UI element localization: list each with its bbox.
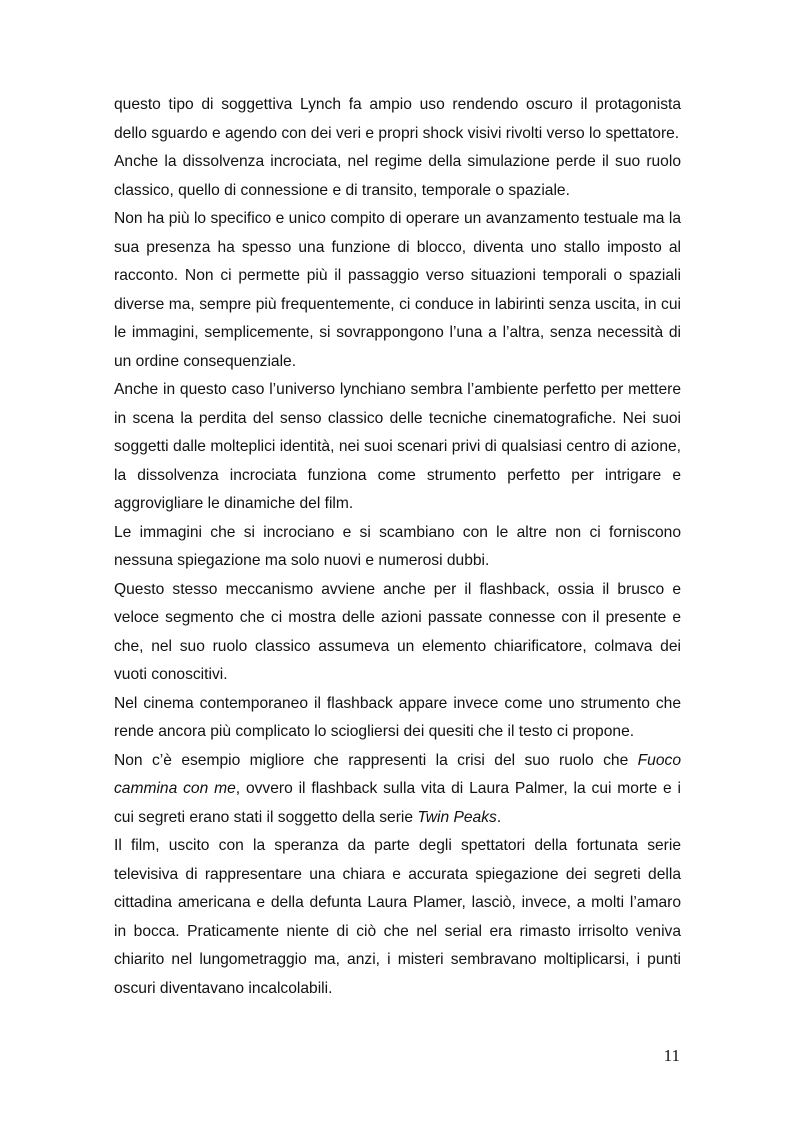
paragraph-text: Non ha più lo specifico e unico compito di operare un avanzamento testuale ma la sua presenza ha spesso una funzione di blocco, diventa uno stallo imposto al racconto. Non ci permette più il passaggio verso situazioni temporali o spaziali diverse ma, sempre più frequentemente, ci conduce in labirinti senza uscita, in cui le immagini, semplicemente, si sovrappongono l’una a l’altra, senza necessità di un ordine consequenziale. bbox=[114, 210, 681, 370]
paragraph-text: questo tipo di soggettiva Lynch fa ampio uso rendendo oscuro il protagonista dello sguardo e agendo con dei veri e propri shock visivi rivolti verso lo spettatore. bbox=[114, 96, 681, 142]
paragraph-text: Nel cinema contemporaneo il flashback appare invece come uno strumento che rende ancora più complicato lo sciogliersi dei quesiti che il testo ci propone. bbox=[114, 694, 681, 740]
paragraph bbox=[114, 747, 681, 833]
paragraph bbox=[114, 690, 681, 747]
paragraph-text: Anche in questo caso l’universo lynchiano sembra l’ambiente perfetto per mettere in scena la perdita del senso classico delle tecniche cinematografiche. Nei suoi soggetti dalle molteplici identità, nei suoi scenari privi di qualsiasi centro di azione, la dissolvenza incrociata funziona come strumento perfetto per intrigare e aggrovigliare le dinamiche del film. bbox=[114, 381, 681, 512]
paragraph-text: Il film, uscito con la speranza da parte degli spettatori della fortunata serie televisiva di rappresentare una chiara e accurata spiegazione dei segreti della cittadina americana e della defunta Laura Plamer, lasciò, invece, a molti l’amaro in bocca. Praticamente niente di ciò che nel serial era rimasto irrisolto veniva chiarito nel lungometraggio ma, anzi, i misteri sembravano moltiplicarsi, i punti oscuri diventavano incalcolabili. bbox=[114, 837, 681, 997]
paragraph bbox=[114, 148, 681, 205]
paragraph-text: Questo stesso meccanismo avviene anche per il flashback, ossia il brusco e veloce segmento che ci mostra delle azioni passate connesse con il presente e che, nel suo ruolo classico assumeva un elemento chiarificatore, colmava dei vuoti conoscitivi. bbox=[114, 580, 681, 683]
page-number: 11 bbox=[663, 1046, 680, 1065]
paragraph bbox=[114, 91, 681, 148]
paragraph bbox=[114, 576, 681, 690]
paragraph-text: Le immagini che si incrociano e si scambiano con le altre non ci forniscono nessuna spiegazione ma solo nuovi e numerosi dubbi. bbox=[114, 523, 681, 569]
paragraph-text: Anche la dissolvenza incrociata, nel regime della simulazione perde il suo ruolo classico, quello di connessione e di transito, temporale o spaziale. bbox=[114, 153, 681, 199]
paragraph bbox=[114, 205, 681, 376]
paragraph bbox=[114, 519, 681, 576]
paragraph-text: Non c’è esempio migliore che rappresenti la crisi del suo ruolo che bbox=[114, 751, 638, 769]
film-title: Fuoco cammina con me bbox=[114, 751, 681, 797]
paragraph-text: . bbox=[496, 808, 502, 826]
paragraph bbox=[114, 832, 681, 1003]
paragraph-text: , ovvero il flashback sulla vita di Laura Palmer, la cui morte e i cui segreti erano stati il soggetto della serie bbox=[114, 780, 681, 826]
paragraph bbox=[114, 376, 681, 519]
series-title: Twin Peaks bbox=[417, 808, 497, 826]
body-text bbox=[114, 91, 681, 1003]
